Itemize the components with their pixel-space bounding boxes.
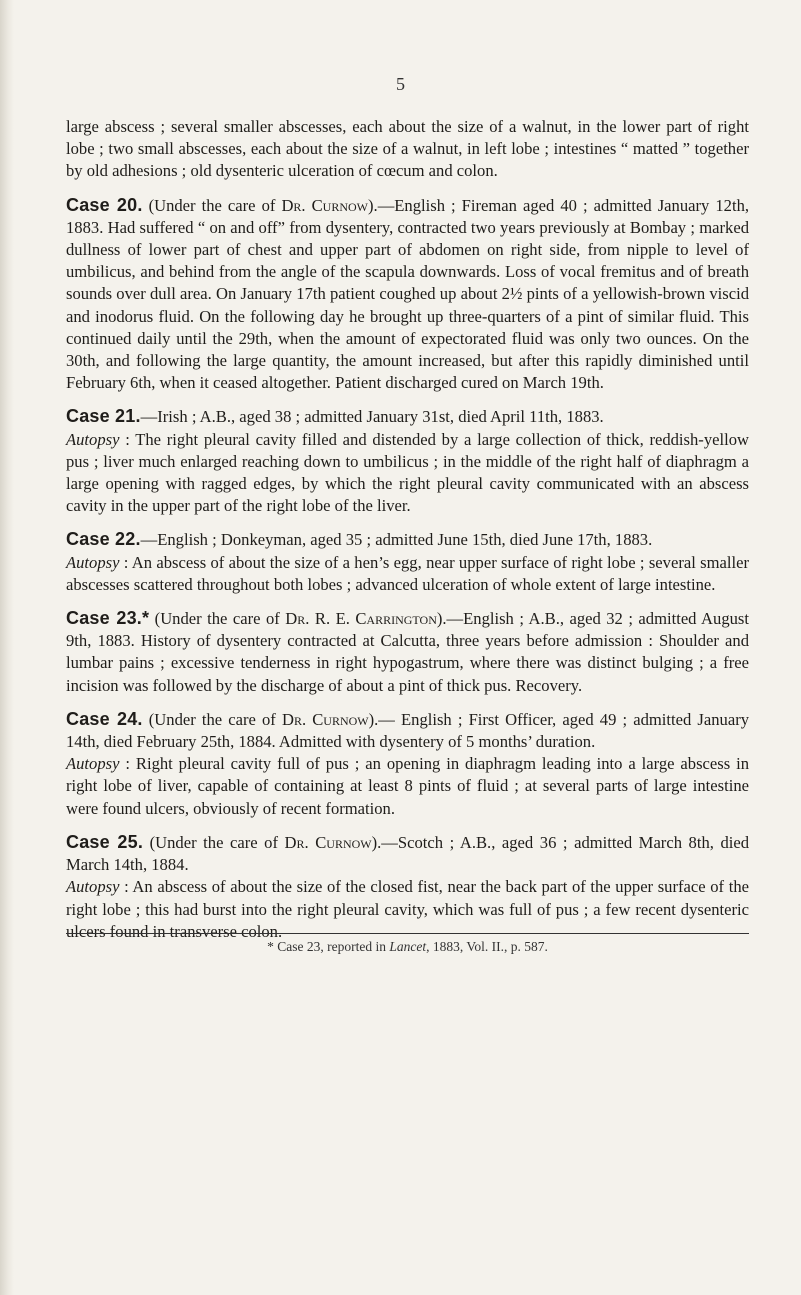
case-body: ).— English ; First Officer, aged 49 ; admitted January 14th, died February 25th, 1884. Admitted with dysentery of 5 months’ duration. <box>66 709 750 752</box>
doctor-name: Dr. Curnow <box>284 832 372 852</box>
doctor-name: Dr. R. E. Carrington <box>285 609 437 629</box>
autopsy-label: Autopsy <box>66 754 120 774</box>
autopsy-text: : Right pleural cavity full of pus ; an opening in diaphragm leading into a large abscess in right lobe of liver, capable of containing at least 8 pints of fluid ; at several parts of large intestine were found ulcers, obviously of recent formation. <box>66 754 749 818</box>
page-edge-shadow <box>0 0 14 1295</box>
autopsy-label: Autopsy <box>66 429 120 449</box>
case-heading: Case 22. <box>66 529 141 550</box>
case-21-autopsy <box>66 429 749 518</box>
footnote-divider <box>66 933 749 934</box>
footnote-post: , 1883, Vol. II., p. 587. <box>426 939 548 954</box>
case-24-autopsy <box>66 753 749 820</box>
case-pre: (Under the care of <box>142 709 282 729</box>
case-21-paragraph <box>66 405 749 428</box>
case-heading: Case 25. <box>66 831 144 852</box>
case-heading: Case 24. <box>66 708 143 729</box>
case-body: ).—English ; A.B., aged 32 ; admitted August 9th, 1883. History of dysentery contracted at Calcutta, three years before admission : Shoulder and lumbar pains ; excessive tenderness in right hypogastrum, where there was distinct bulging ; a free incision was followed by the discharge of about a pint of thick pus. Recovery. <box>66 609 749 695</box>
autopsy-text: : An abscess of about the size of a hen’s egg, near upper surface of right lobe ; several smaller abscesses scattered throughout both lobes ; advanced ulceration of whole extent of large intestine. <box>66 552 749 594</box>
autopsy-label: Autopsy <box>66 877 120 897</box>
case-pre: (Under the care of <box>149 609 286 629</box>
case-heading: Case 23.* <box>66 608 150 629</box>
case-body: ).—Scotch ; A.B., aged 36 ; admitted March 8th, died March 14th, 1884. <box>66 832 750 875</box>
case-heading: Case 21. <box>66 406 141 427</box>
case-22-autopsy <box>66 552 749 596</box>
page-body <box>66 116 749 943</box>
case-body: ).—English ; Fireman aged 40 ; admitted January 12th, 1883. Had suffered “ on and off” from dysentery, contracted two years previously at Bombay ; marked dullness of lower part of chest and upper part of abdomen on right side, from nipple to level of umbilicus, and behind from the angle of the scapula downwards. Loss of vocal fremitus and of breath sounds over dull area. On January 17th patient coughed up about 2½ pints of a yellowish-brown viscid and inodorus fluid. On the following day he brought up three-quarters of a pint of similar fluid. This continued daily until the 29th, when the amount of expectorated fluid was only two ounces. On the 30th, and following the large quantity, the amount increased, but after this rapidly diminished until February 6th, when it ceased altogether. Patient discharged cured on March 19th. <box>66 195 750 393</box>
autopsy-text: : The right pleural cavity filled and distended by a large collection of thick, reddish-yellow pus ; liver much enlarged reaching down to umbilicus ; in the middle of the right half of diaphragm a large opening with ragged edges, by which the right pleural cavity communicated with an abscess cavity in the upper part of the right lobe of the liver. <box>66 429 749 516</box>
case-pre: (Under the care of <box>142 195 282 215</box>
case-22-paragraph <box>66 528 749 551</box>
case-20-paragraph <box>66 194 749 395</box>
case-body: —Irish ; A.B., aged 38 ; admitted January 31st, died April 11th, 1883. <box>140 407 604 427</box>
case-24-paragraph <box>66 708 749 753</box>
case-heading: Case 20. <box>66 194 143 215</box>
case-body: —English ; Donkeyman, aged 35 ; admitted June 15th, died June 17th, 1883. <box>140 530 653 550</box>
doctor-name: Dr. Curnow <box>281 195 369 215</box>
page-number: 5 <box>396 74 405 94</box>
footnote <box>66 939 749 955</box>
case-25-paragraph <box>66 831 749 876</box>
footnote-journal: Lancet <box>389 939 427 954</box>
continuation-paragraph: large abscess ; several smaller abscesses, each about the size of a walnut, in the lower part of right lobe ; two small abscesses, each about the size of a walnut, in left lobe ; intestines “ matted ” together by old adhesions ; old dysenteric ulceration of cœcum and colon. <box>66 117 749 181</box>
footnote-pre: * Case 23, reported in <box>267 939 390 954</box>
doctor-name: Dr. Curnow <box>281 709 369 729</box>
case-pre: (Under the care of <box>143 832 285 852</box>
case-23-paragraph <box>66 607 749 697</box>
autopsy-text: : An abscess of about the size of the closed fist, near the back part of the upper surface of the right lobe ; this had burst into the right pleural cavity, which was full of pus ; a few recent dysenteric ulcers found in transverse colon. <box>66 877 749 941</box>
autopsy-label: Autopsy <box>66 552 120 572</box>
